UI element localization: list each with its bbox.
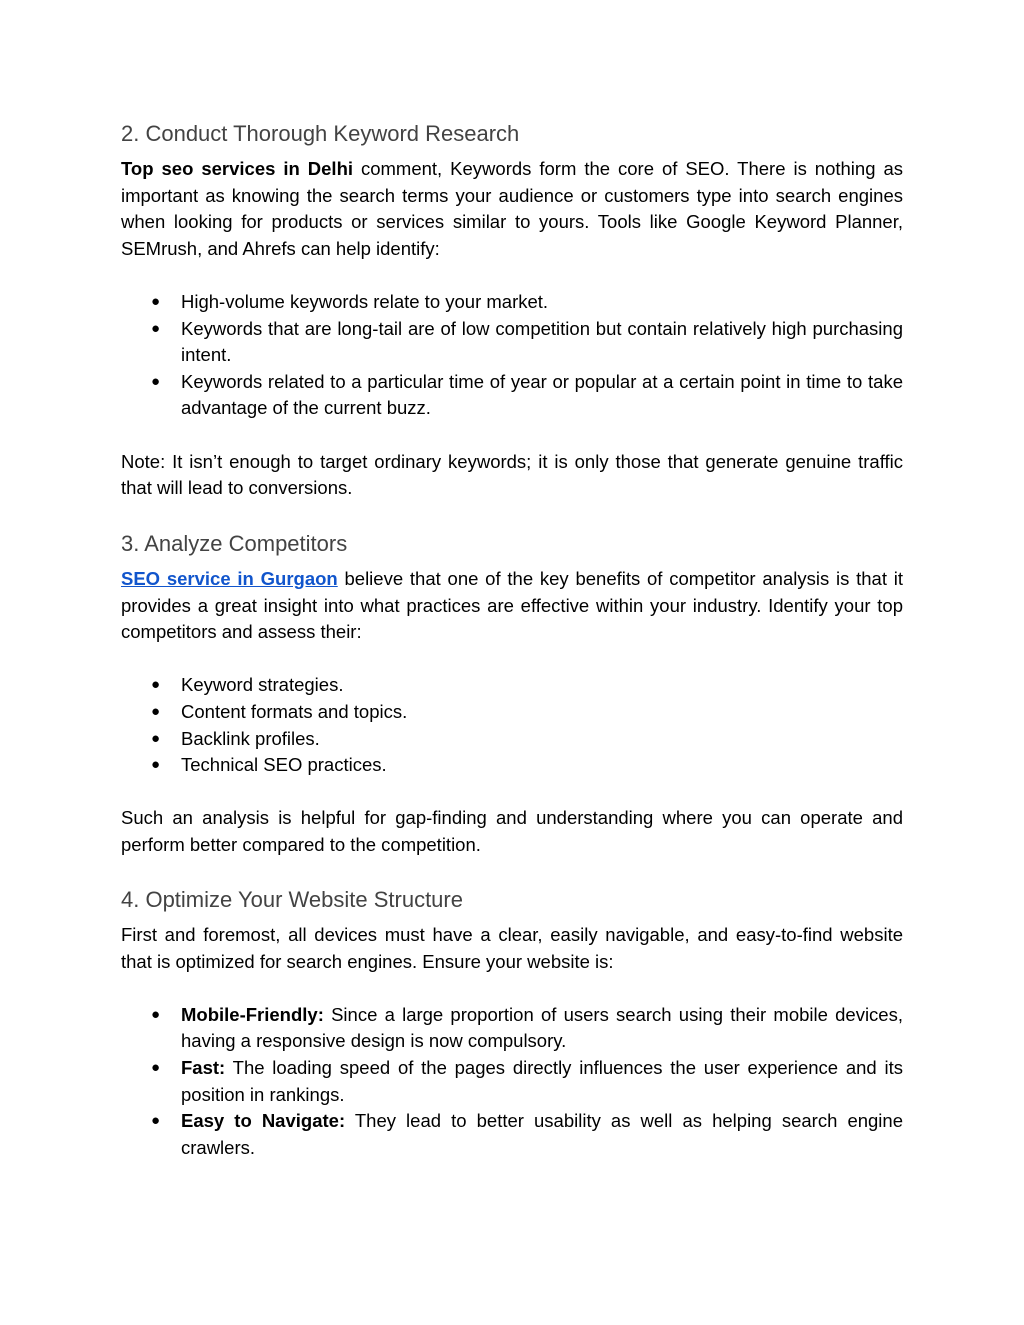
bullet-icon: ● <box>151 292 161 310</box>
list-item-text: High-volume keywords relate to your market. <box>181 290 549 312</box>
section-intro-paragraph: First and foremost, all devices must have a clear, easily navigable, and easy-to-find website that is optimized for search engines. Ensure your website is: <box>121 924 903 972</box>
section-heading: 4. Optimize Your Website Structure <box>121 887 463 912</box>
list-item-term: Easy to Navigate: <box>181 1110 346 1132</box>
website-bullet-list <box>121 1002 903 1162</box>
list-item <box>121 1055 903 1108</box>
section-heading: 2. Conduct Thorough Keyword Research <box>121 121 520 146</box>
list-item-text: Keyword strategies. <box>181 674 344 696</box>
section-heading: 3. Analyze Competitors <box>121 531 348 556</box>
list-item <box>121 699 903 726</box>
seo-gurgaon-link[interactable]: SEO service in Gurgaon <box>121 568 338 589</box>
bullet-icon: ● <box>151 702 161 720</box>
list-item-text: They lead to better usability as well as helping search engine crawlers. <box>181 1110 903 1158</box>
keyword-bullet-list <box>121 289 903 422</box>
intro-text: believe that one of the key benefits of competitor analysis is that it provides a great insight into what practices are effective within your industry. Identify your top competitors and assess their: <box>121 568 904 643</box>
list-item-term: Fast: <box>181 1056 226 1078</box>
intro-bold-phrase: Top seo services in Delhi <box>121 158 354 179</box>
bullet-icon: ● <box>151 676 161 694</box>
list-item <box>121 752 903 779</box>
list-item-text: Technical SEO practices. <box>181 754 387 776</box>
bullet-icon: ● <box>151 319 161 337</box>
intro-text: comment, Keywords form the core of SEO. There is nothing as important as knowing the search terms your audience or customers type into search engines when looking for products or services similar to yours. Tools like Google Keyword Planner, SEMrush, and Ahrefs can help identify: <box>121 158 903 259</box>
bullet-icon: ● <box>151 729 161 747</box>
bullet-icon: ● <box>151 372 161 390</box>
section-intro-paragraph <box>121 566 903 646</box>
list-item-text: Keywords that are long-tail are of low competition but contain relatively high purchasing intent. <box>181 317 903 366</box>
list-item-text: Backlink profiles. <box>181 727 320 749</box>
bullet-icon: ● <box>151 1058 161 1076</box>
list-item <box>121 726 903 753</box>
section-analyze-competitors <box>121 530 903 859</box>
competitor-bullet-list <box>121 672 903 778</box>
bullet-icon: ● <box>151 1112 161 1130</box>
closing-paragraph: Such an analysis is helpful for gap-finding and understanding where you can operate and perform better compared to the competition. <box>121 807 903 855</box>
list-item <box>121 369 903 422</box>
list-item <box>121 289 903 316</box>
section-keyword-research <box>121 120 903 502</box>
list-item-text: Keywords related to a particular time of year or popular at a certain point in time to take advantage of the current buzz. <box>181 370 903 419</box>
list-item-text: Content formats and topics. <box>181 700 408 722</box>
bullet-icon: ● <box>151 756 161 774</box>
list-item <box>121 672 903 699</box>
list-item-term: Mobile-Friendly: <box>181 1003 324 1025</box>
section-website-structure <box>121 886 903 1161</box>
bullet-icon: ● <box>151 1005 161 1023</box>
section-intro-paragraph <box>121 156 903 262</box>
list-item-text: Since a large proportion of users search using their mobile devices, having a responsive design is now compulsory. <box>181 1003 903 1052</box>
list-item-text: The loading speed of the pages directly influences the user experience and its position in rankings. <box>181 1056 903 1105</box>
list-item <box>121 316 903 369</box>
note-paragraph: Note: It isn’t enough to target ordinary keywords; it is only those that generate genuine traffic that will lead to conversions. <box>121 450 903 499</box>
list-item <box>121 1002 903 1055</box>
list-item <box>121 1108 903 1161</box>
